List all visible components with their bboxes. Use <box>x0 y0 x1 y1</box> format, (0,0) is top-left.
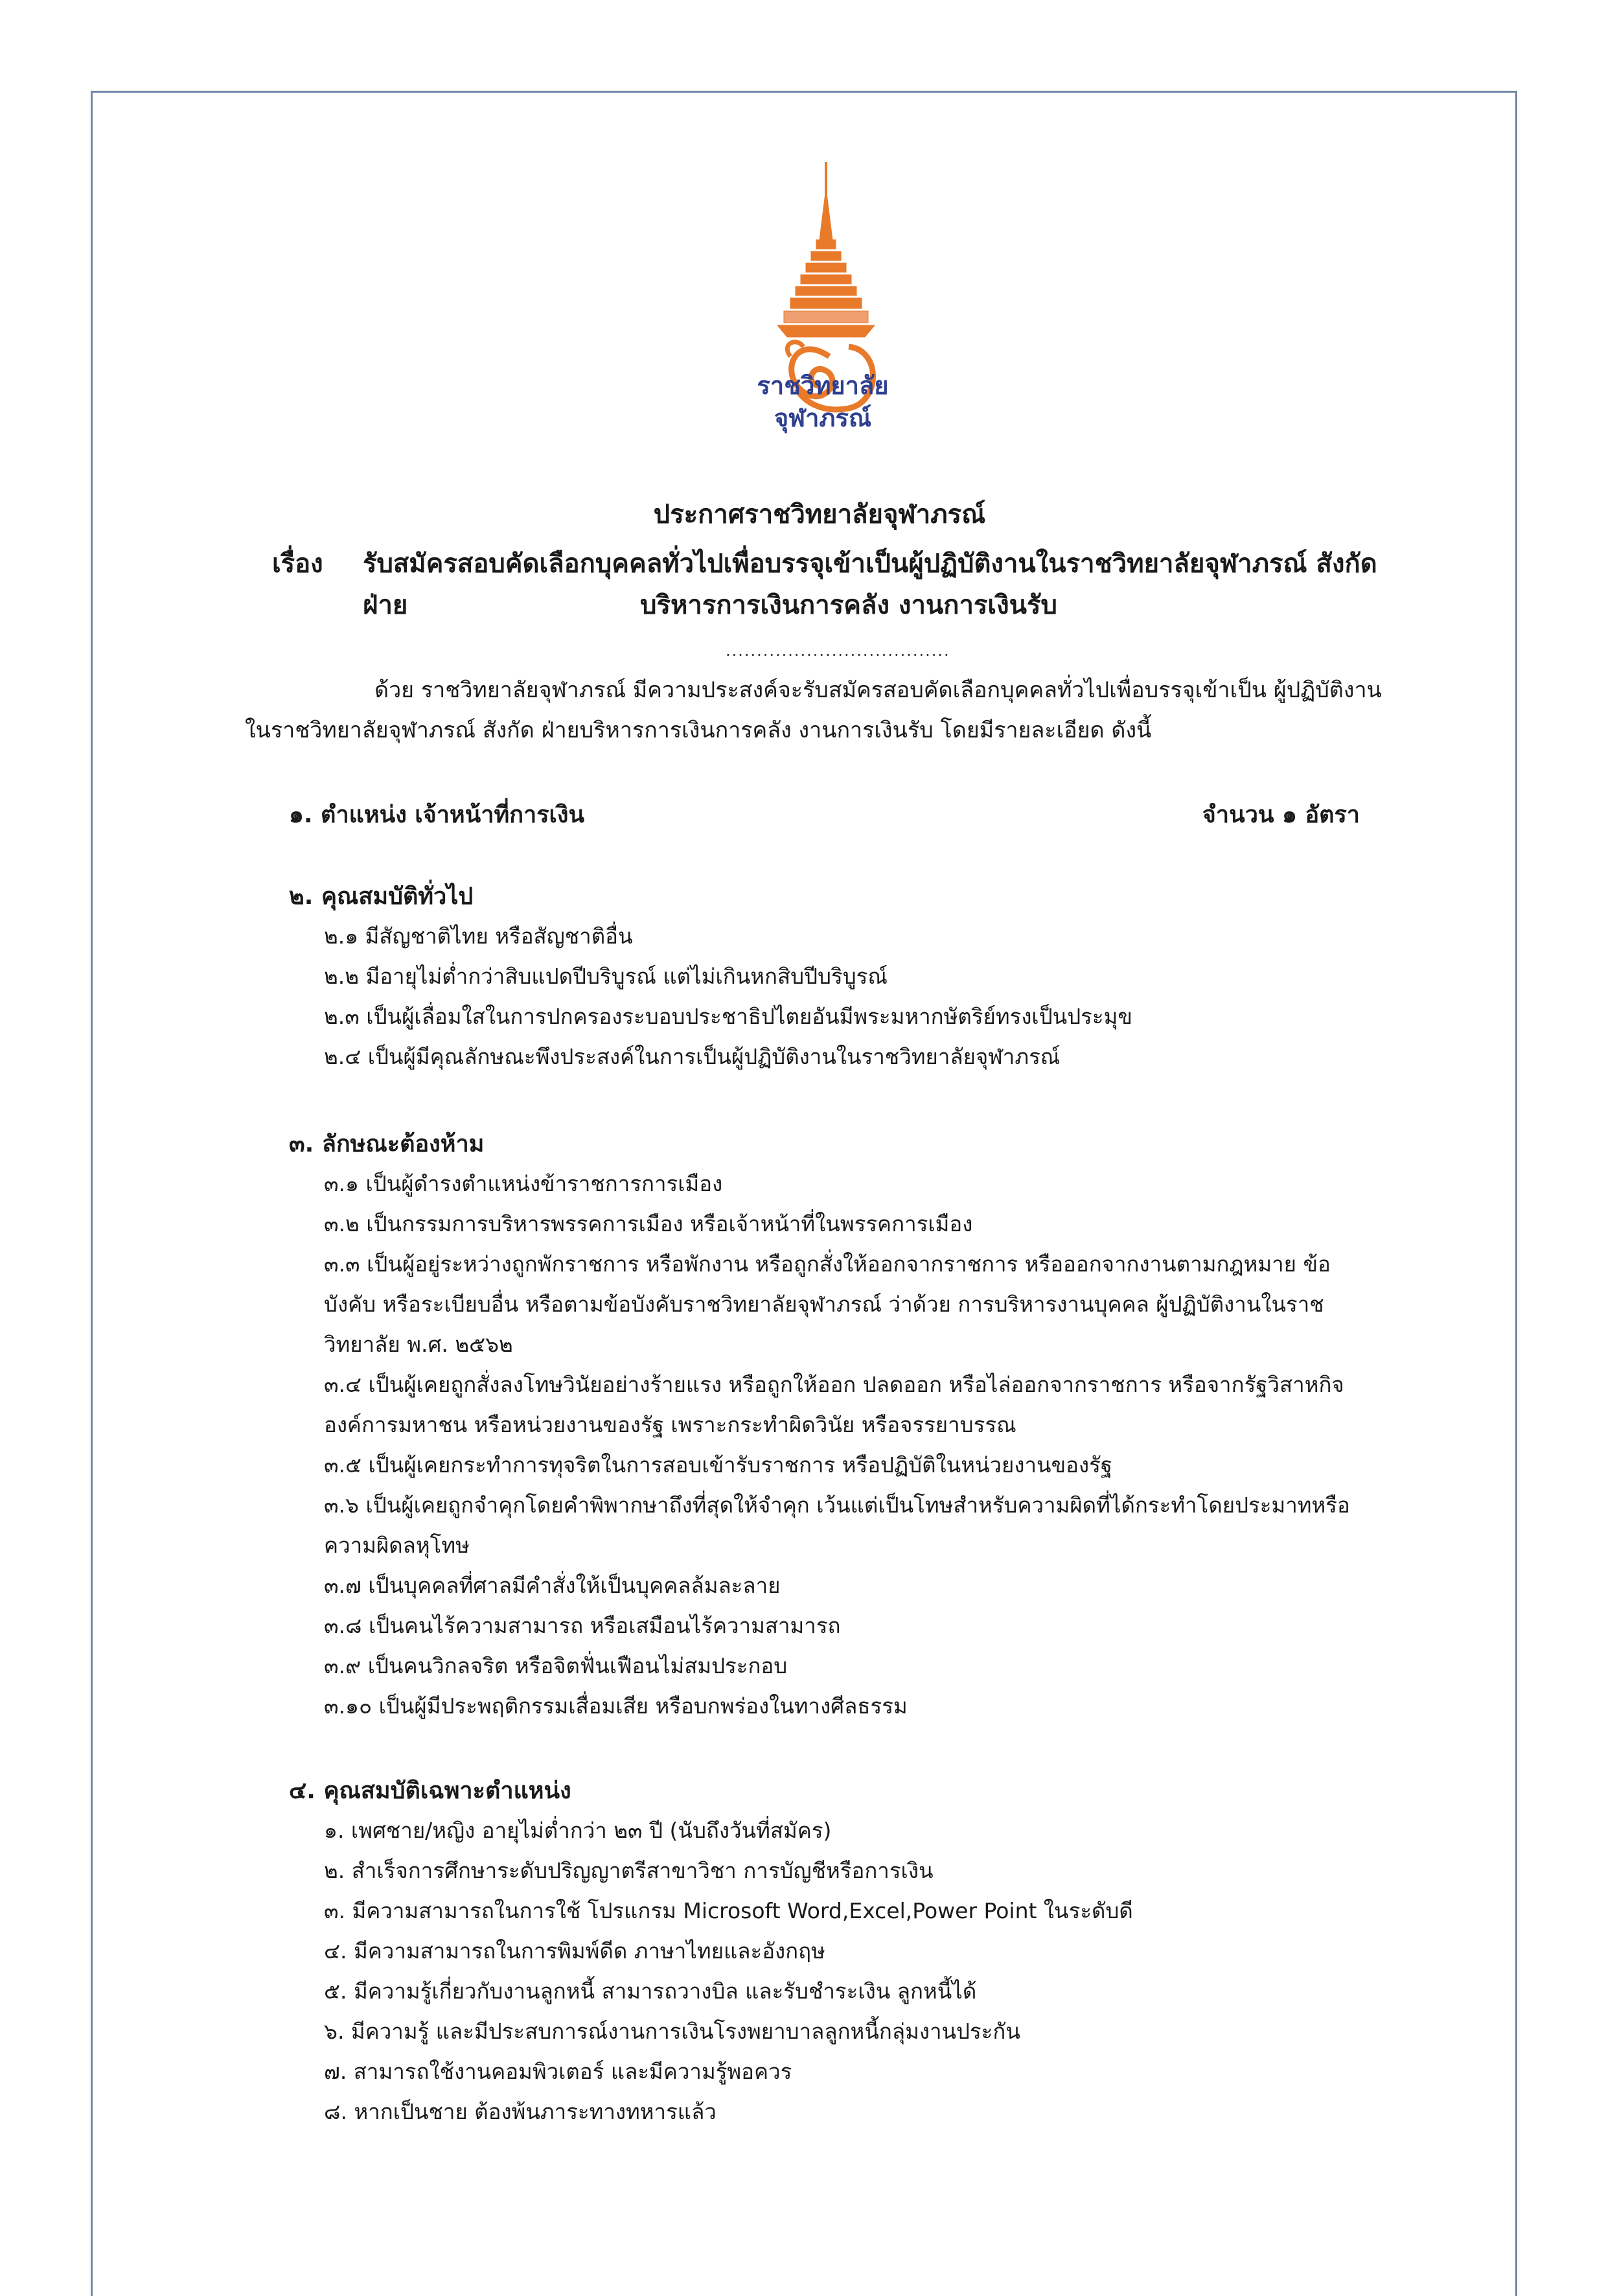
list-item: ๒.๑ มีสัญชาติไทย หรือสัญชาติอื่น <box>324 923 633 949</box>
list-item: ๖. มีความรู้ และมีประสบการณ์งานการเงินโรงพยาบาลลูกหนี้กลุ่มงานประกัน <box>324 2019 1020 2044</box>
list-item: ๓.๔ เป็นผู้เคยถูกสั่งลงโทษวินัยอย่างร้ายแรง หรือถูกให้ออก ปลดออก หรือไล่ออกจากราชการ หรือจากรัฐวิสาหกิจ <box>324 1372 1344 1397</box>
list-item: ๕. มีความรู้เกี่ยวกับงานลูกหนี้ สามารถวางบิล และรับชำระเงิน ลูกหนี้ได้ <box>324 1978 977 2004</box>
section4-title: ๔. คุณสมบัติเฉพาะตำแหน่ง <box>289 1778 571 1804</box>
section2-title: ๒. คุณสมบัติทั่วไป <box>289 883 474 910</box>
list-item: ๑. เพศชาย/หญิง อายุไม่ต่ำกว่า ๒๓ ปี (นับถึงวันที่สมัคร) <box>324 1818 832 1843</box>
subject-line-1: รับสมัครสอบคัดเลือกบุคคลทั่วไปเพื่อบรรจุเข้าเป็นผู้ปฏิบัติงานในราชวิทยาลัยจุฬาภรณ์ สังกัด ฝ่าย <box>363 549 1377 620</box>
list-item: ๒.๒ มีอายุไม่ต่ำกว่าสิบแปดปีบริบูรณ์ แต่ไม่เกินหกสิบปีบริบูรณ์ <box>324 964 888 989</box>
list-item: ๓.๗ เป็นบุคคลที่ศาลมีคำสั่งให้เป็นบุคคลล้มละลาย <box>324 1573 781 1598</box>
section2-list <box>324 916 1399 1077</box>
list-item: ๓. มีความสามารถในการใช้ โปรแกรม Microsoft Word,Excel,Power Point ในระดับดี <box>324 1898 1133 1923</box>
list-item-continuation: วิทยาลัย พ.ศ. ๒๕๖๒ <box>324 1332 513 1357</box>
list-item-continuation: องค์การมหาชน หรือหน่วยงานของรัฐ เพราะกระทำผิดวินัย หรือจรรยาบรรณ <box>324 1412 1016 1437</box>
section3-title: ๓. ลักษณะต้องห้าม <box>289 1131 485 1157</box>
section3-list <box>324 1164 1399 1726</box>
list-item: ๓.๖ เป็นผู้เคยถูกจำคุกโดยคำพิพากษาถึงที่สุดให้จำคุก เว้นแต่เป็นโทษสำหรับความผิดที่ได้กระทำโดยประมาทหรือ <box>324 1492 1350 1518</box>
list-item: ๓.๑ เป็นผู้ดำรงตำแหน่งข้าราชการการเมือง <box>324 1171 723 1196</box>
list-item: ๓.๑๐ เป็นผู้มีประพฤติกรรมเสื่อมเสีย หรือบกพร่องในทางศีลธรรม <box>324 1693 908 1719</box>
list-item: ๓.๘ เป็นคนไร้ความสามารถ หรือเสมือนไร้ความสามารถ <box>324 1613 841 1638</box>
list-item: ๒.๔ เป็นผู้มีคุณลักษณะพึงประสงค์ในการเป็นผู้ปฏิบัติงานในราชวิทยาลัยจุฬาภรณ์ <box>324 1044 1061 1069</box>
intro-paragraph <box>245 670 1398 750</box>
section1-title: ๑. ตำแหน่ง เจ้าหน้าที่การเงิน <box>289 802 585 828</box>
logo-line-2: จุฬาภรณ์ <box>774 404 872 432</box>
college-logo-text <box>719 369 926 434</box>
separator: .................................... <box>726 642 950 660</box>
list-item: ๒. สำเร็จการศึกษาระดับปริญญาตรีสาขาวิชา การบัญชีหรือการเงิน <box>324 1858 934 1883</box>
list-item-continuation: ความผิดลหุโทษ <box>324 1533 470 1558</box>
list-item: ๓.๒ เป็นกรรมการบริหารพรรคการเมือง หรือเจ้าหน้าที่ในพรรคการเมือง <box>324 1211 973 1236</box>
intro-line-2: ในราชวิทยาลัยจุฬาภรณ์ สังกัด ฝ่ายบริหารการเงินการคลัง งานการเงินรับ โดยมีรายละเอียด ดังนี้ <box>245 717 1152 743</box>
position-count: จำนวน ๑ อัตรา <box>1202 802 1360 828</box>
list-item: ๓.๓ เป็นผู้อยู่ระหว่างถูกพักราชการ หรือพักงาน หรือถูกสั่งให้ออกจากราชการ หรือออกจากงานตามกฎหมาย ข้อ <box>324 1251 1331 1277</box>
list-item: ๓.๕ เป็นผู้เคยกระทำการทุจริตในการสอบเข้ารับราชการ หรือปฏิบัติในหน่วยงานของรัฐ <box>324 1452 1113 1478</box>
intro-line-1: ด้วย ราชวิทยาลัยจุฬาภรณ์ มีความประสงค์จะรับสมัครสอบคัดเลือกบุคคลทั่วไปเพื่อบรรจุเข้าเป็น ผู้ปฏิบัติงาน <box>374 677 1382 703</box>
section4-list <box>324 1811 1399 2132</box>
subject-line-2: บริหารการเงินการคลัง งานการเงินรับ <box>640 590 1057 620</box>
list-item: ๘. หากเป็นชาย ต้องพ้นภาระทางทหารแล้ว <box>324 2099 717 2124</box>
announcement-title: ประกาศราชวิทยาลัยจุฬาภรณ์ <box>653 500 986 529</box>
logo-line-1: ราชวิทยาลัย <box>757 371 889 400</box>
list-item-continuation: บังคับ หรือระเบียบอื่น หรือตามข้อบังคับราชวิทยาลัยจุฬาภรณ์ ว่าด้วย การบริหารงานบุคคล ผู้ปฏิบัติงานในราช <box>324 1292 1324 1317</box>
subject-label: เรื่อง <box>272 549 323 579</box>
list-item: ๗. สามารถใช้งานคอมพิวเตอร์ และมีความรู้พอควร <box>324 2059 792 2084</box>
list-item: ๓.๙ เป็นคนวิกลจริต หรือจิตฟั่นเฟือนไม่สมประกอบ <box>324 1653 788 1678</box>
list-item: ๔. มีความสามารถในการพิมพ์ดีด ภาษาไทยและอังกฤษ <box>324 1938 825 1964</box>
list-item: ๒.๓ เป็นผู้เลื่อมใสในการปกครองระบอบประชาธิปไตยอันมีพระมหากษัตริย์ทรงเป็นประมุข <box>324 1004 1132 1029</box>
